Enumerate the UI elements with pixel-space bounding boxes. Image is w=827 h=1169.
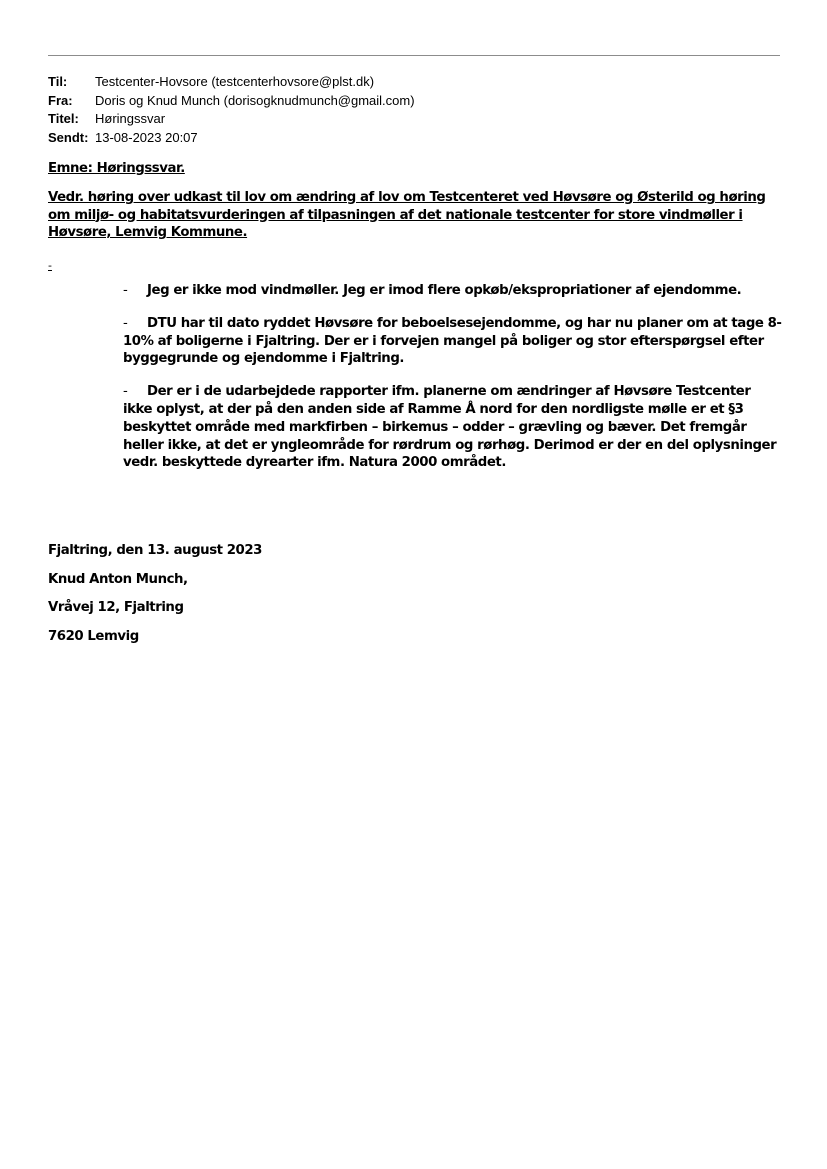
signature-postal: 7620 Lemvig	[48, 628, 139, 644]
signature-block	[48, 542, 262, 656]
signature-name: Knud Anton Munch,	[48, 571, 188, 587]
objection-list	[123, 282, 783, 487]
list-item-text: DTU har til dato ryddet Høvsøre for beboelsesejendomme, og har nu planer om at tage 8-10% af boligerne i Fjaltring. Der er i forvejen mangel på boliger og stor efterspørgsel efter byggegrunde og ejendomme i Fjaltring.	[123, 315, 782, 367]
bullet-dash: -	[123, 283, 128, 298]
to-value: Testcenter-Hovsore (testcenterhovsore@plst.dk)	[95, 74, 375, 89]
title-row	[48, 110, 415, 129]
bullet-dash: -	[123, 384, 128, 400]
list-item	[123, 383, 783, 472]
list-item	[123, 315, 783, 368]
to-label: Til:	[48, 74, 68, 89]
list-item	[123, 282, 783, 300]
title-value: Høringssvar	[95, 111, 166, 126]
signature-street: Vråvej 12, Fjaltring	[48, 600, 184, 615]
to-row	[48, 73, 415, 92]
sent-row	[48, 129, 415, 148]
header-divider	[48, 55, 780, 56]
bullet-dash: -	[123, 315, 128, 331]
list-item-text: Jeg er ikke mod vindmøller. Jeg er imod flere opkøb/ekspropriationer af ejendomme.	[147, 283, 742, 298]
sent-label: Sendt:	[48, 129, 89, 145]
reference-paragraph: Vedr. høring over udkast til lov om ændring af lov om Testcenteret ved Høvsøre og Østerild og høring om miljø- og habitatsvurderingen af tilpasningen af det nationale testcenter for store vindmøller i Høvsøre, Lemvig Kommune.	[48, 190, 766, 240]
list-item-text: Der er i de udarbejdede rapporter ifm. planerne om ændringer af Høvsøre Testcenter ikke oplyst, at der på den anden side af Ramme Å nord for den nordligste mølle er et §3 beskyttet område med markfirben – birkemus – odder – grævling og bæver. Det fremgår heller ikke, at det er yngleområde for rørdrum og rørhøg. Derimod er der en del oplysninger vedr. beskyttede dyrearter ifm. Natura 2000 området.	[123, 384, 777, 471]
email-header	[48, 73, 415, 147]
signature-place-date: Fjaltring, den 13. august 2023	[48, 543, 262, 558]
from-label: Fra:	[48, 92, 73, 108]
title-label: Titel:	[48, 111, 79, 126]
sent-value: 13-08-2023 20:07	[95, 129, 198, 145]
from-value: Doris og Knud Munch (dorisogknudmunch@gmail.com)	[95, 92, 415, 108]
from-row	[48, 92, 415, 111]
subject-line: Emne: Høringssvar.	[48, 161, 185, 176]
stray-dash: -	[48, 259, 52, 272]
